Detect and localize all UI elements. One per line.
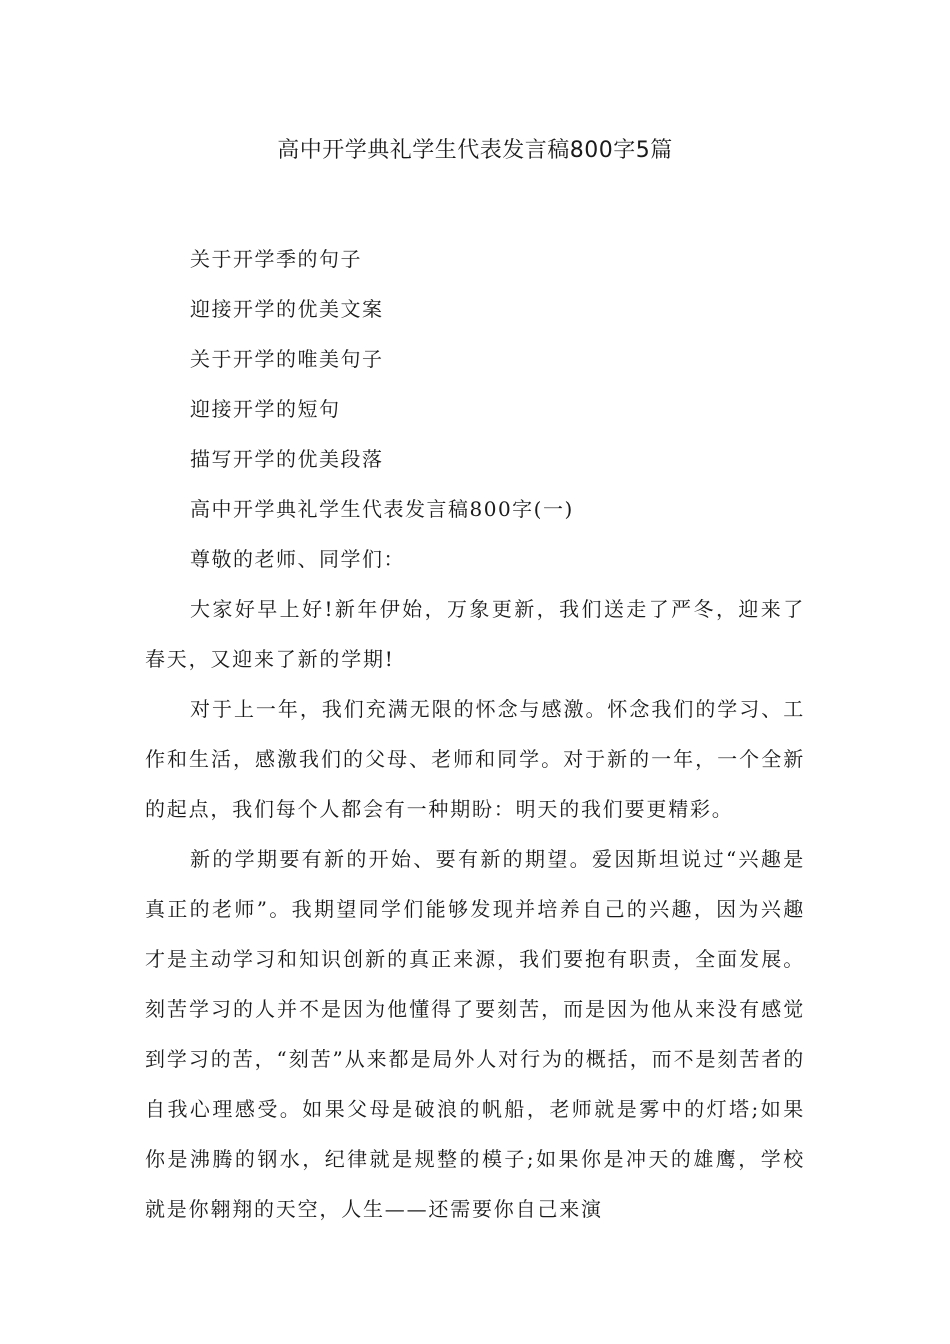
toc-item: 高中开学典礼学生代表发言稿800字(一) (190, 497, 574, 521)
toc-item: 迎接开学的优美文案 (190, 297, 384, 321)
toc-item: 描写开学的优美段落 (190, 447, 384, 471)
paragraph: 大家好早上好!新年伊始，万象更新，我们送走了严冬，迎来了春天，又迎来了新的学期! (145, 597, 805, 671)
speech-body (145, 584, 805, 1234)
paragraph: 新的学期要有新的开始、要有新的期望。爱因斯坦说过“兴趣是真正的老师”。我期望同学们能够发现并培养自己的兴趣，因为兴趣才是主动学习和知识创新的真正来源，我们要抱有职责，全面发展。刻苦学习的人并不是因为他懂得了要刻苦，而是因为他从来没有感觉到学习的苦，“刻苦”从来都是局外人对行为的概括，而不是刻苦者的自我心理感受。如果父母是破浪的帆船，老师就是雾中的灯塔;如果你是沸腾的钢水，纪律就是规整的模子;如果你是冲天的雄鹰，学校就是你翱翔的天空，人生——还需要你自己来演 (145, 847, 805, 1221)
page-title: 高中开学典礼学生代表发言稿800字5篇 (277, 138, 673, 163)
salutation: 尊敬的老师、同学们： (190, 547, 405, 571)
toc-item: 迎接开学的短句 (190, 397, 341, 421)
paragraph: 对于上一年，我们充满无限的怀念与感激。怀念我们的学习、工作和生活，感激我们的父母、老师和同学。对于新的一年，一个全新的起点，我们每个人都会有一种期盼：明天的我们要更精彩。 (145, 697, 805, 821)
toc-item: 关于开学的唯美句子 (190, 347, 384, 371)
toc-item: 关于开学季的句子 (190, 247, 362, 271)
table-of-contents (190, 234, 810, 534)
